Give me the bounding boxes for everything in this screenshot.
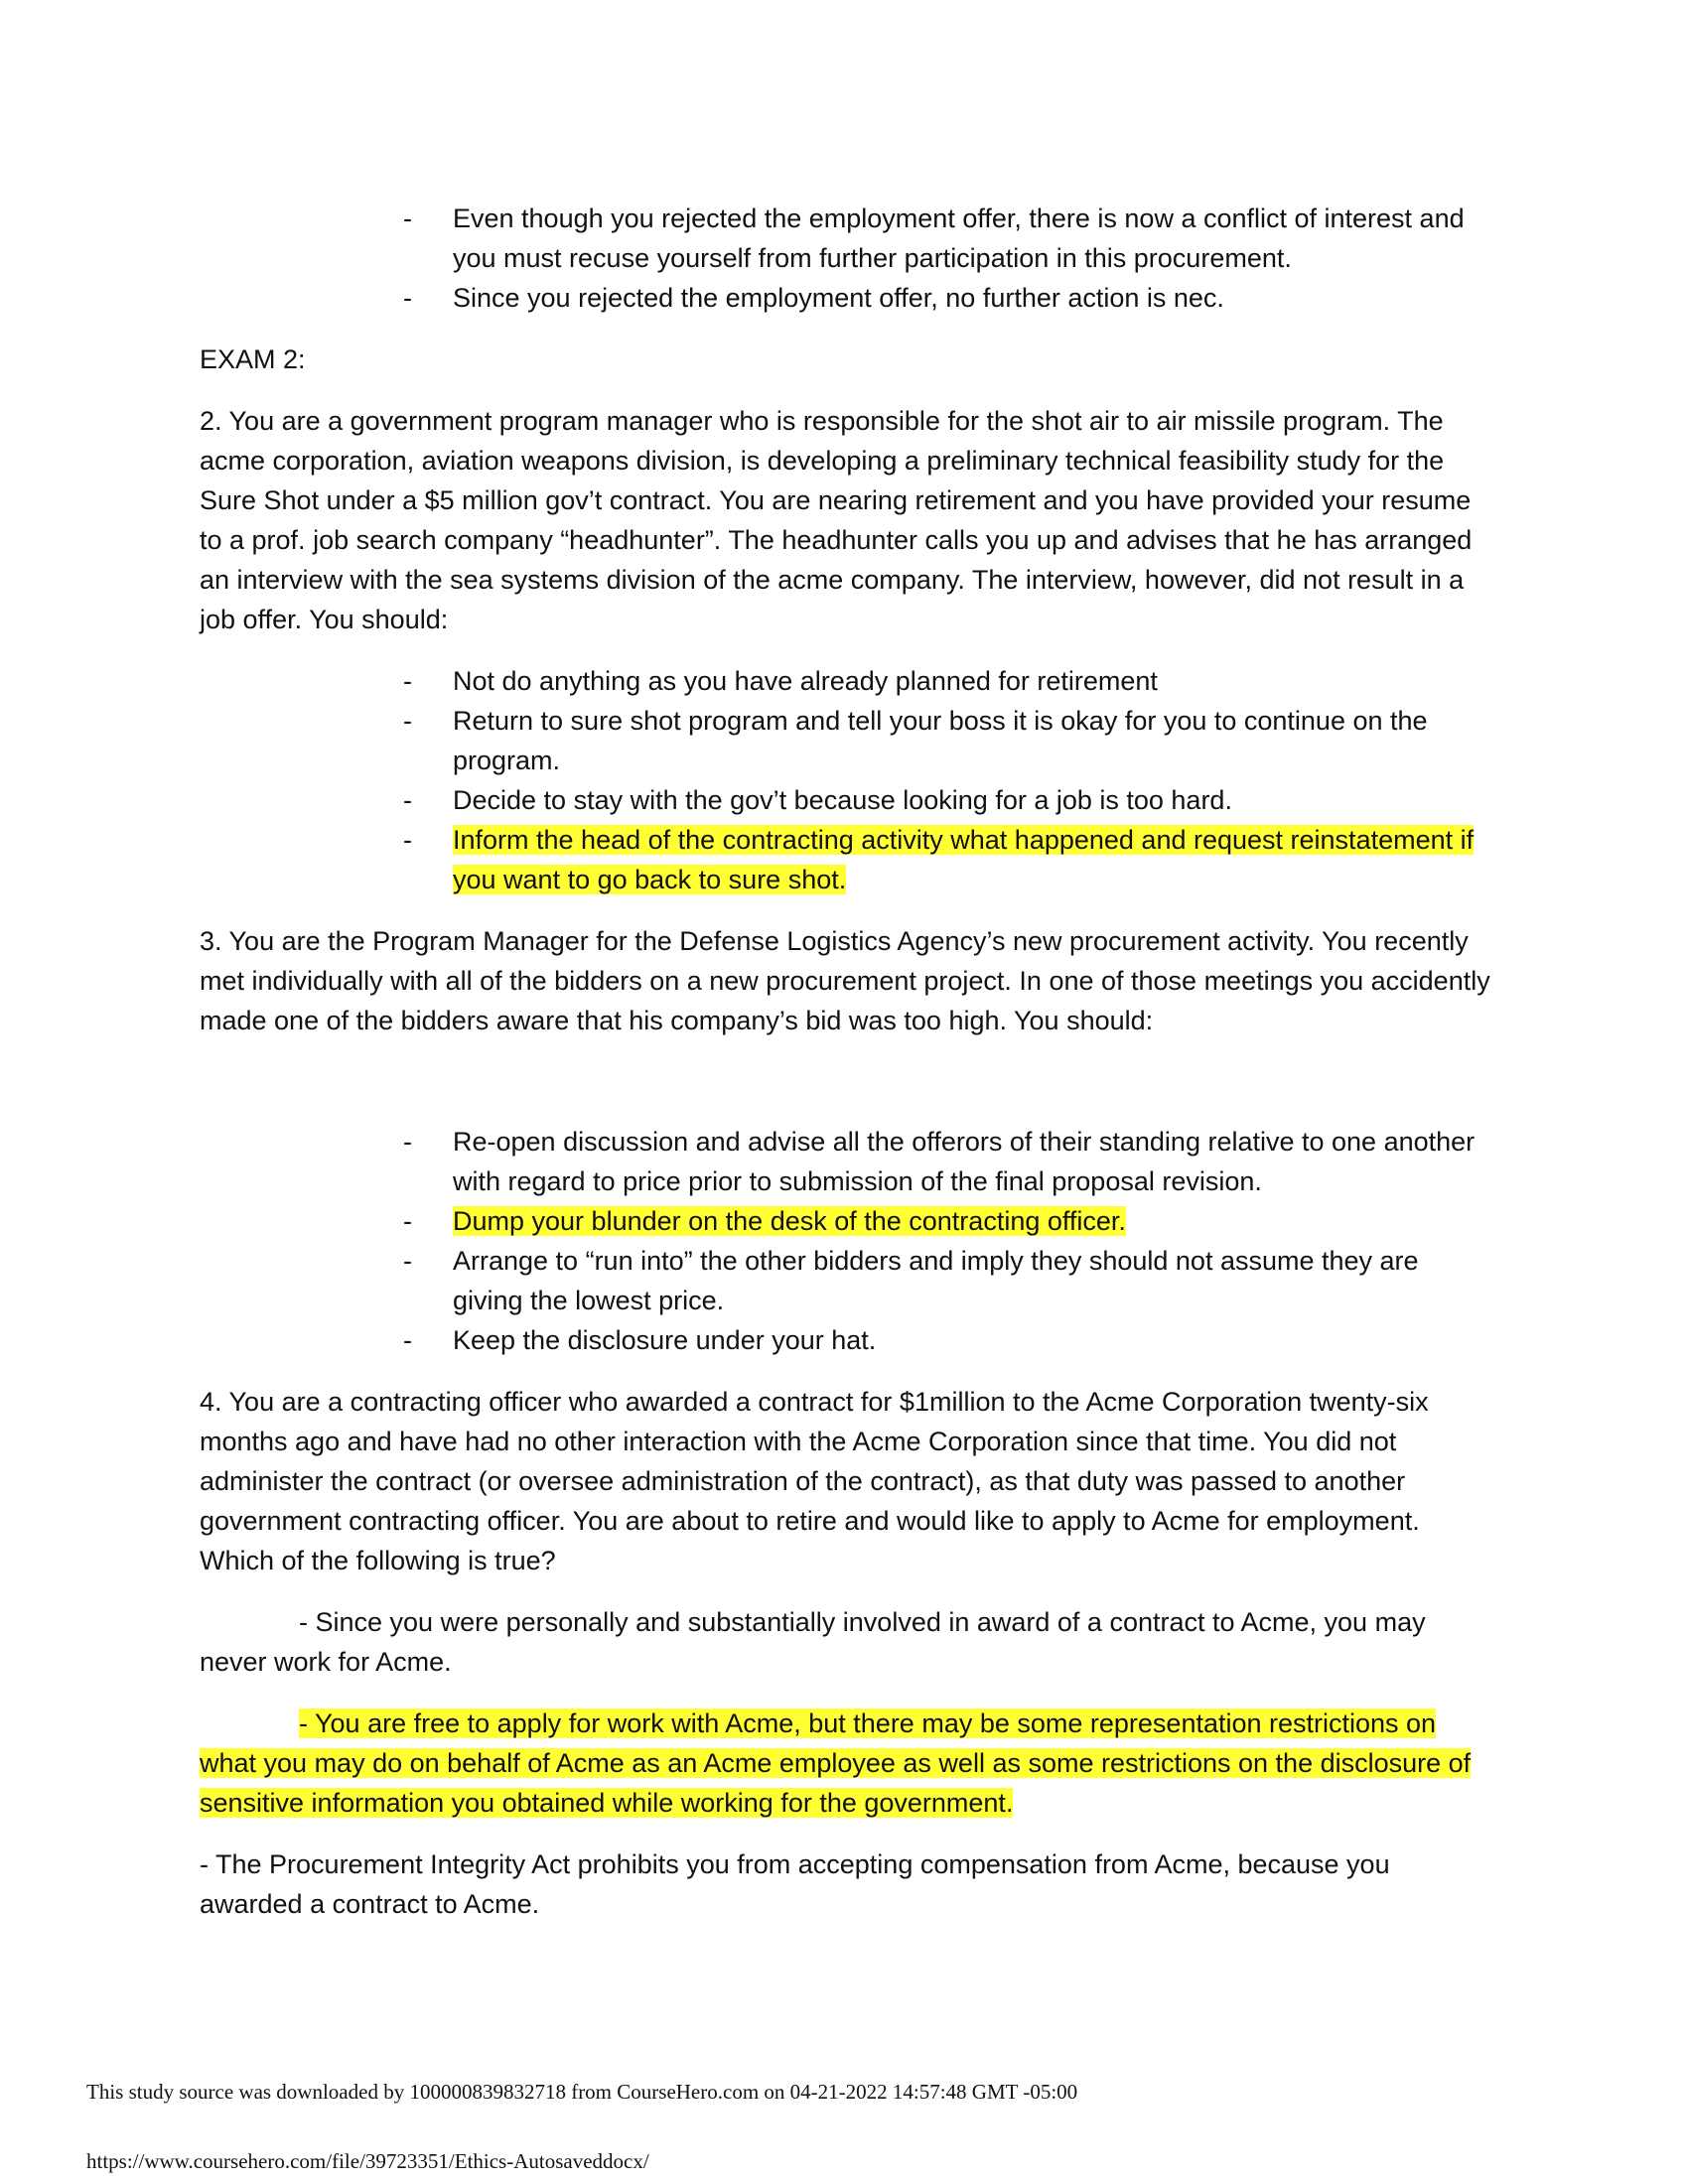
question-4-option-a: - Since you were personally and substantially involved in award of a contract to Acme, you may never work for Acme. — [200, 1607, 1426, 1677]
dash-marker: - — [403, 825, 412, 855]
document-content — [200, 199, 1490, 1924]
exam-heading: EXAM 2: — [200, 344, 306, 374]
option-text: Keep the disclosure under your hat. — [453, 1325, 877, 1355]
question-4-option-b-answer — [200, 1704, 1490, 1823]
option-item — [200, 1241, 1490, 1320]
question-4-option-c: - The Procurement Integrity Act prohibits you from accepting compensation from Acme, because you awarded a contract to Acme. — [200, 1849, 1390, 1919]
dash-marker: - — [403, 1246, 412, 1276]
dash-marker: - — [403, 785, 412, 815]
option-item — [200, 1320, 1490, 1360]
option-item — [200, 1122, 1490, 1201]
dash-marker: - — [403, 283, 412, 313]
dash-marker: - — [403, 1127, 412, 1157]
question-3-text: 3. You are the Program Manager for the Defense Logistics Agency’s new procurement activity. You recently met individually with all of the bidders on a new procurement project. In one of those meetings you accidently made one of the bidders aware that his company’s bid was too high. You should: — [200, 926, 1490, 1035]
option-item — [200, 780, 1490, 820]
highlighted-answer: Inform the head of the contracting activity what happened and request reinstatement if you want to go back to sure shot. — [453, 825, 1475, 894]
option-text: Arrange to “run into” the other bidders and imply they should not assume they are giving the lowest price. — [453, 1246, 1419, 1315]
dash-marker: - — [403, 204, 412, 233]
dash-marker: - — [403, 666, 412, 696]
dash-marker: - — [403, 1325, 412, 1355]
option-text: Even though you rejected the employment offer, there is now a conflict of interest and you must recuse yourself from further participation in this procurement. — [453, 204, 1465, 273]
option-text: Re-open discussion and advise all the offerors of their standing relative to one another with regard to price prior to submission of the final proposal revision. — [453, 1127, 1476, 1196]
option-item — [200, 278, 1490, 318]
option-text: Not do anything as you have already planned for retirement — [453, 666, 1158, 696]
question-3-options — [200, 1122, 1490, 1360]
option-item — [200, 701, 1490, 780]
previous-question-options — [200, 199, 1490, 318]
source-url: https://www.coursehero.com/file/39723351/Ethics-Autosaveddocx/ — [86, 2149, 649, 2173]
dash-marker: - — [403, 706, 412, 736]
option-item — [200, 661, 1490, 701]
download-note: This study source was downloaded by 100000839832718 from CourseHero.com on 04-21-2022 14:57:48 GMT -05:00 — [86, 2080, 1078, 2104]
highlighted-answer: - You are free to apply for work with Acme, but there may be some representation restrictions on what you may do on behalf of Acme as an Acme employee as well as some restrictions on the disclosure of sensitive information you obtained while working for the government. — [200, 1708, 1472, 1818]
highlighted-answer: Dump your blunder on the desk of the contracting officer. — [453, 1206, 1126, 1236]
option-item-answer — [200, 820, 1490, 899]
option-text: Decide to stay with the gov’t because looking for a job is too hard. — [453, 785, 1232, 815]
option-text: Return to sure shot program and tell your boss it is okay for you to continue on the program. — [453, 706, 1428, 775]
question-2-text: 2. You are a government program manager who is responsible for the shot air to air missile program. The acme corporation, aviation weapons division, is developing a preliminary technical feasibility study for the Sure Shot under a $5 million gov’t contract. You are nearing retirement and you have provided your resume to a prof. job search company “headhunter”. The headhunter calls you up and advises that he has arranged an interview with the sea systems division of the acme company. The interview, however, did not result in a job offer. You should: — [200, 406, 1473, 634]
question-2-options — [200, 661, 1490, 899]
question-4-text: 4. You are a contracting officer who awarded a contract for $1million to the Acme Corporation twenty-six months ago and have had no other interaction with the Acme Corporation since that time. You did not administer the contract (or oversee administration of the contract), as that duty was passed to another government contracting officer. You are about to retire and would like to apply to Acme for employment. Which of the following is true? — [200, 1387, 1429, 1575]
option-item-answer — [200, 1201, 1490, 1241]
option-item — [200, 199, 1490, 278]
option-text: Since you rejected the employment offer, no further action is nec. — [453, 283, 1224, 313]
dash-marker: - — [403, 1206, 412, 1236]
